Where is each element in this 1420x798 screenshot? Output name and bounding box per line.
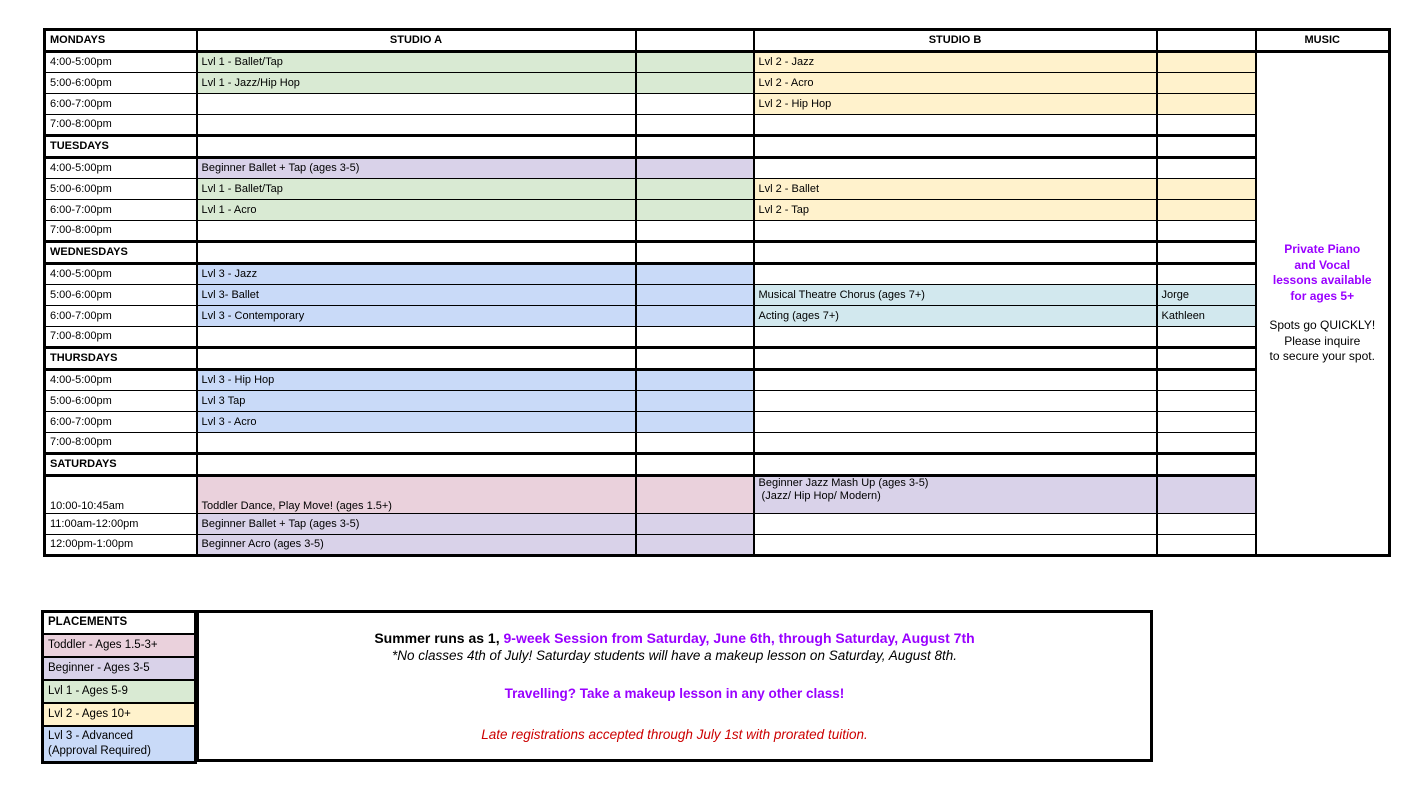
music-note-text [1259,318,1387,365]
studio-a-class-cell: Lvl 3 - Hip Hop [197,370,636,391]
studio-a-empty-cell [197,454,636,476]
studio-a-class-cell [197,94,636,115]
studio-b-class-cell [754,264,1157,285]
placement-level-cell [43,680,196,703]
studio-b-class-cell: Lvl 2 - Hip Hop [754,94,1157,115]
gap-b-cell [1157,94,1256,115]
music-note-line: Spots go QUICKLY! [1269,318,1376,333]
studio-b-class-cell [754,514,1157,535]
session-info-line [199,685,1150,702]
gap-a-cell [636,391,754,412]
gap-a-cell [636,476,754,514]
studio-a-empty-cell [197,348,636,370]
time-cell: 5:00-6:00pm [45,179,197,200]
gap-b-cell [1157,221,1256,242]
schedule-row [45,370,1390,391]
day-header-cell: WEDNESDAYS [45,242,197,264]
session-info-text: Summer runs as 1, [374,630,504,646]
class-text-line: (Jazz/ Hip Hop/ Modern) [758,490,881,502]
schedule-row [45,514,1390,535]
studio-b-header-cell: STUDIO B [754,30,1157,52]
studio-a-class-cell: Beginner Ballet + Tap (ages 3-5) [197,514,636,535]
schedule-row [45,306,1390,327]
time-cell: 6:00-7:00pm [45,94,197,115]
studio-b-class-cell: Musical Theatre Chorus (ages 7+) [754,285,1157,306]
session-info-text: Late registrations accepted through July 1st with prorated tuition. [481,727,868,742]
placements-legend-body [43,612,196,763]
schedule-row [45,327,1390,348]
time-cell: 10:00-10:45am [45,476,197,514]
gap-b-cell [1157,52,1256,73]
gap-a-cell [636,306,754,327]
placement-level-line: Lvl 2 - Ages 10+ [48,707,131,720]
studio-a-class-cell: Beginner Acro (ages 3-5) [197,535,636,556]
music-cell [1256,52,1390,556]
session-info-line [199,647,1150,664]
time-cell: 4:00-5:00pm [45,264,197,285]
studio-b-class-cell [754,391,1157,412]
session-info-text: *No classes 4th of July! Saturday students will have a makeup lesson on Saturday, August 8th. [391,648,958,663]
studio-a-class-cell: Lvl 1 - Ballet/Tap [197,179,636,200]
studio-a-empty-cell [197,136,636,158]
gap-a-cell [636,535,754,556]
gap-b-empty-cell [1157,454,1256,476]
music-lessons-line: for ages 5+ [1290,288,1355,303]
gap-a-cell [636,179,754,200]
schedule-row [45,179,1390,200]
time-cell: 5:00-6:00pm [45,285,197,306]
music-lessons-line: lessons available [1272,273,1372,288]
schedule-row [45,535,1390,556]
gap-a-cell [636,200,754,221]
schedule-row [45,52,1390,73]
placement-level-cell [43,703,196,726]
studio-b-class-cell: Lvl 2 - Ballet [754,179,1157,200]
studio-b-class-cell: Lvl 2 - Acro [754,73,1157,94]
gap-a-empty-cell [636,454,754,476]
placement-row [43,634,196,657]
studio-b-class-cell [754,476,1157,514]
studio-a-class-cell: Lvl 3- Ballet [197,285,636,306]
schedule-row [45,264,1390,285]
placement-level-line: Toddler - Ages 1.5-3+ [48,638,158,651]
studio-a-header-cell: STUDIO A [197,30,636,52]
studio-a-empty-cell [197,242,636,264]
music-lessons-line: Private Piano [1284,242,1361,257]
studio-a-class-cell [197,433,636,454]
gap-a-cell [636,94,754,115]
time-cell: 7:00-8:00pm [45,433,197,454]
schedule-row [45,412,1390,433]
schedule-row [45,94,1390,115]
gap-b-cell [1157,433,1256,454]
gap-a-cell [636,285,754,306]
gap-a-cell [636,514,754,535]
placement-row [43,680,196,703]
placement-level-cell [43,634,196,657]
studio-a-class-cell [197,221,636,242]
schedule-table-body [45,30,1390,556]
day-header-row [45,30,1390,52]
studio-b-class-cell [754,327,1157,348]
studio-a-class-cell: Toddler Dance, Play Move! (ages 1.5+) [197,476,636,514]
schedule-row [45,73,1390,94]
time-cell: 12:00pm-1:00pm [45,535,197,556]
time-cell: 7:00-8:00pm [45,115,197,136]
gap-b-cell [1157,264,1256,285]
gap-b-cell [1157,412,1256,433]
studio-b-class-cell [754,535,1157,556]
studio-a-class-cell [197,327,636,348]
studio-a-class-cell: Lvl 3 - Acro [197,412,636,433]
day-header-cell: TUESDAYS [45,136,197,158]
schedule-row [45,285,1390,306]
placements-header-row [43,612,196,634]
gap-a-cell [636,158,754,179]
placements-title-cell: PLACEMENTS [43,612,196,634]
gap-a-header-cell [636,30,754,52]
gap-b-cell [1157,391,1256,412]
studio-a-class-cell: Lvl 1 - Ballet/Tap [197,52,636,73]
gap-b-cell: Kathleen [1157,306,1256,327]
schedule-row [45,433,1390,454]
gap-a-cell [636,221,754,242]
session-info-text: Travelling? Take a makeup lesson in any other class! [504,686,845,701]
gap-b-cell: Jorge [1157,285,1256,306]
weekly-schedule-table [43,28,1391,557]
gap-a-cell [636,412,754,433]
music-header-cell: MUSIC [1256,30,1390,52]
gap-b-empty-cell [1157,242,1256,264]
time-cell: 6:00-7:00pm [45,200,197,221]
schedule-row [45,115,1390,136]
studio-b-class-cell [754,158,1157,179]
gap-b-empty-cell [1157,136,1256,158]
gap-a-cell [636,52,754,73]
session-info-text: 9-week Session from Saturday, June 6th, through Saturday, August 7th [503,630,975,646]
day-header-row [45,136,1390,158]
time-cell: 6:00-7:00pm [45,306,197,327]
studio-b-class-cell [754,412,1157,433]
time-cell: 5:00-6:00pm [45,73,197,94]
session-info-line [199,726,1150,743]
studio-b-class-cell [754,221,1157,242]
music-lessons-line: and Vocal [1294,257,1351,272]
gap-b-cell [1157,73,1256,94]
gap-a-cell [636,264,754,285]
time-cell: 7:00-8:00pm [45,221,197,242]
studio-b-empty-cell [754,242,1157,264]
gap-b-cell [1157,200,1256,221]
schedule-row [45,200,1390,221]
session-info-line [199,613,1150,647]
gap-a-cell [636,115,754,136]
music-lessons-text [1259,242,1387,304]
time-cell: 4:00-5:00pm [45,158,197,179]
time-cell: 4:00-5:00pm [45,370,197,391]
studio-a-class-cell [197,115,636,136]
gap-a-empty-cell [636,136,754,158]
studio-b-class-cell [754,115,1157,136]
day-header-cell: THURSDAYS [45,348,197,370]
studio-b-empty-cell [754,454,1157,476]
studio-b-class-cell [754,433,1157,454]
time-cell: 5:00-6:00pm [45,391,197,412]
day-header-cell: SATURDAYS [45,454,197,476]
studio-b-class-cell: Acting (ages 7+) [754,306,1157,327]
placement-level-line: (Approval Required) [48,744,151,757]
studio-a-class-cell: Beginner Ballet + Tap (ages 3-5) [197,158,636,179]
gap-b-cell [1157,535,1256,556]
gap-b-cell [1157,115,1256,136]
time-cell: 6:00-7:00pm [45,412,197,433]
studio-a-class-cell: Lvl 3 Tap [197,391,636,412]
gap-b-cell [1157,179,1256,200]
gap-b-cell [1157,476,1256,514]
placement-level-line: Beginner - Ages 3-5 [48,661,150,674]
gap-a-cell [636,433,754,454]
schedule-row [45,391,1390,412]
day-header-row [45,242,1390,264]
placement-row [43,703,196,726]
day-header-row [45,454,1390,476]
time-cell: 4:00-5:00pm [45,52,197,73]
gap-a-cell [636,73,754,94]
studio-b-empty-cell [754,136,1157,158]
day-header-cell: MONDAYS [45,30,197,52]
studio-a-class-cell: Lvl 3 - Contemporary [197,306,636,327]
gap-b-cell [1157,327,1256,348]
schedule-row [45,476,1390,514]
gap-b-empty-cell [1157,348,1256,370]
studio-b-class-cell: Lvl 2 - Tap [754,200,1157,221]
day-header-row [45,348,1390,370]
placement-row [43,657,196,680]
studio-a-class-cell: Lvl 1 - Jazz/Hip Hop [197,73,636,94]
music-note-line: Please inquire [1284,333,1361,348]
session-info-box [197,610,1153,762]
studio-b-empty-cell [754,348,1157,370]
music-note-line: to secure your spot. [1269,349,1375,364]
gap-b-cell [1157,370,1256,391]
time-cell: 11:00am-12:00pm [45,514,197,535]
gap-a-cell [636,370,754,391]
bottom-section [41,610,1153,764]
placement-level-cell [43,726,196,763]
placement-level-cell [43,657,196,680]
schedule-row [45,158,1390,179]
placements-legend-table [41,610,197,764]
gap-b-cell [1157,514,1256,535]
gap-a-cell [636,327,754,348]
studio-a-class-cell: Lvl 1 - Acro [197,200,636,221]
studio-b-class-cell: Lvl 2 - Jazz [754,52,1157,73]
schedule-row [45,221,1390,242]
time-cell: 7:00-8:00pm [45,327,197,348]
gap-b-header-cell [1157,30,1256,52]
class-text-line: Beginner Jazz Mash Up (ages 3-5) [758,477,929,489]
placement-level-line: Lvl 3 - Advanced [48,729,134,742]
gap-a-empty-cell [636,242,754,264]
placement-level-line: Lvl 1 - Ages 5-9 [48,684,128,697]
studio-a-class-cell: Lvl 3 - Jazz [197,264,636,285]
gap-a-empty-cell [636,348,754,370]
gap-b-cell [1157,158,1256,179]
placement-row [43,726,196,763]
studio-b-class-cell [754,370,1157,391]
